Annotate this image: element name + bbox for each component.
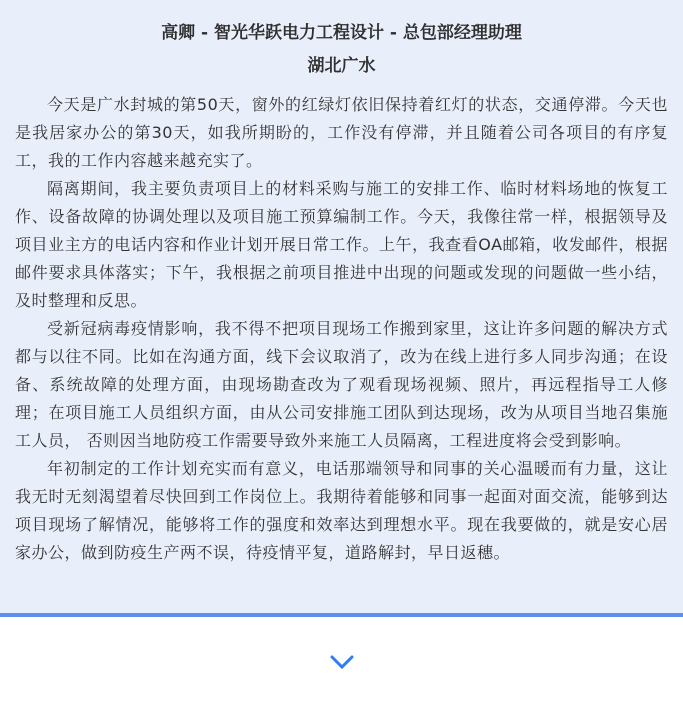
article-paragraph: 受新冠病毒疫情影响，我不得不把项目现场工作搬到家里，这让许多问题的解决方式都与以往不同。比如在沟通方面，线下会议取消了，改为在线上进行多人同步沟通；在设备、系统故障的处理方面，由现场勘查改为了观看现场视频、照片，再远程指导工人修理；在项目施工人员组织方面，由从公司安排施工团队到达现场，改为从项目当地召集施工人员， 否则因当地防疫工作需要导致外来施工人员隔离，工程进度将会受到影响。 bbox=[15, 319, 668, 450]
footer-bar bbox=[0, 617, 683, 709]
chevron-down-icon bbox=[330, 659, 354, 674]
expand-more-button[interactable] bbox=[326, 651, 358, 675]
article-paragraph: 年初制定的工作计划充实而有意义，电话那端领导和同事的关心温暖而有力量，这让我无时无刻渴望着尽快回到工作岗位上。我期待着能够和同事一起面对面交流，能够到达项目现场了解情况，能够将工作的强度和效率达到理想水平。现在我要做的，就是安心居家办公，做到防疫生产两不误，待疫情平复，道路解封，早日返穗。 bbox=[15, 459, 668, 562]
article-paragraph: 隔离期间，我主要负责项目上的材料采购与施工的安排工作、临时材料场地的恢复工作、设备故障的协调处理以及项目施工预算编制工作。今天，我像往常一样，根据领导及项目业主方的电话内容和作业计划开展日常工作。上午，我查看OA邮箱，收发邮件，根据邮件要求具体落实；下午，我根据之前项目推进中出现的问题或发现的问题做一些小结，及时整理和反思。 bbox=[15, 179, 668, 310]
article-paragraph: 今天是广水封城的第50天，窗外的红绿灯依旧保持着红灯的状态，交通停滞。今天也是我居家办公的第30天，如我所期盼的，工作没有停滞，并且随着公司各项目的有序复工，我的工作内容越来越充实了。 bbox=[15, 95, 668, 170]
page-title: 高卿 - 智光华跃电力工程设计 - 总包部经理助理 bbox=[161, 23, 522, 43]
article-body bbox=[15, 91, 668, 567]
page-subtitle: 湖北广水 bbox=[307, 56, 376, 76]
